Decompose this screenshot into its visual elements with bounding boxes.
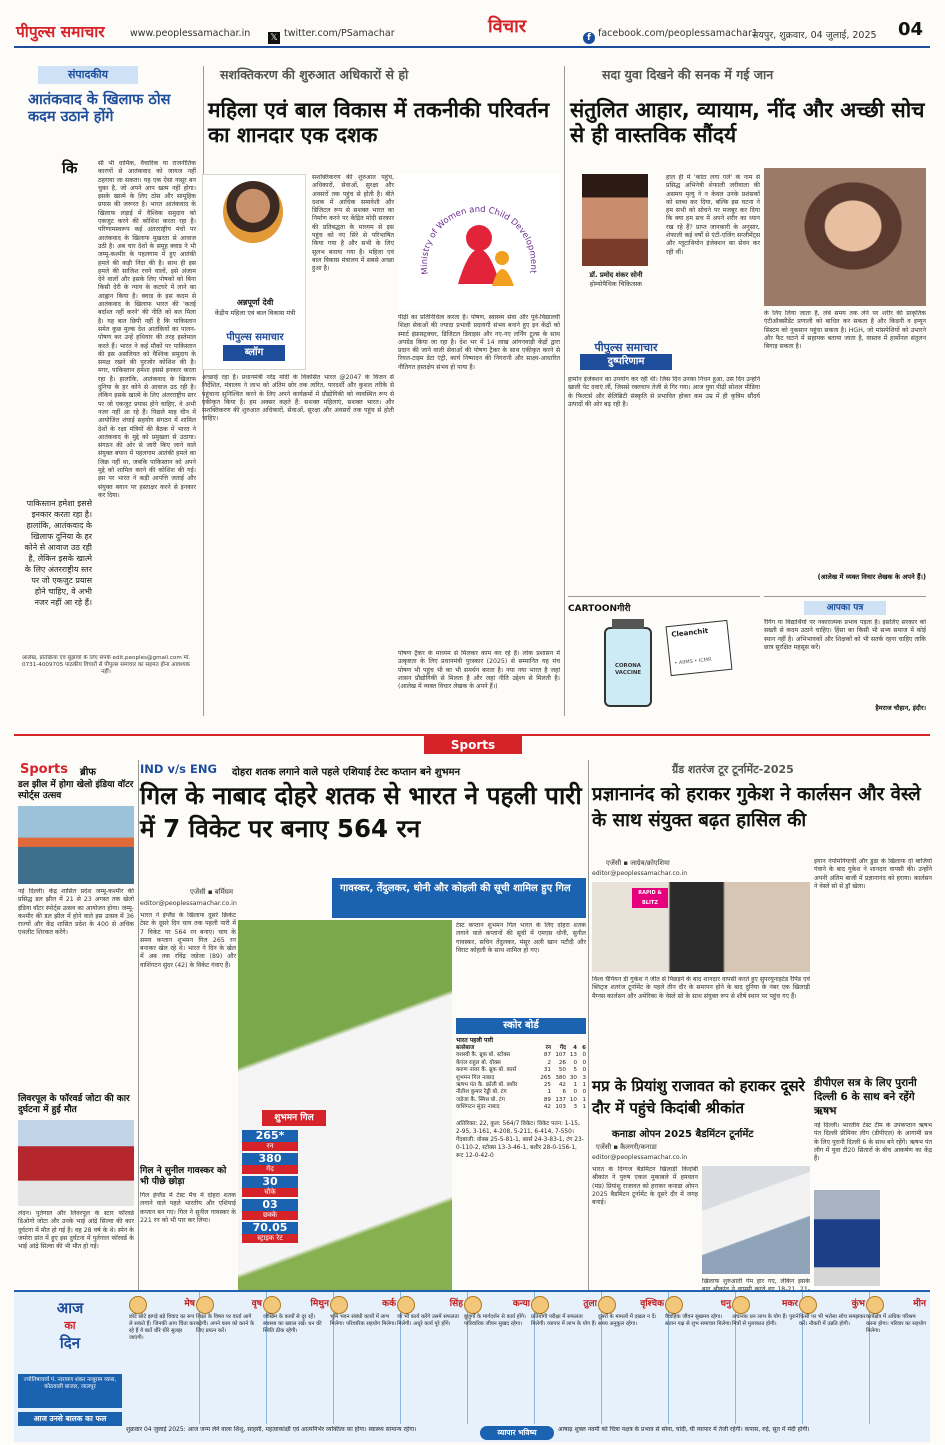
- business-label: व्यापार भविष्य: [480, 1426, 554, 1440]
- cricket-subhead: गिल ने सुनील गावस्कर को भी पीछे छोड़ा: [140, 1166, 227, 1187]
- sign-text: प्रतियोगी परीक्षा में सफलता मिलेगी। व्यापार में लाभ के योग हैं।: [531, 1314, 597, 1327]
- editorial-body: सी भी धार्मिक, वैचारिक या राजनीतिक कारणों से आतंकवाद को जायज नहीं ठहराया जा सकता। यह एक ऐसा नासूर बन चुका है, जो अपने आप खत्म नहीं होगा। इसके खात्मे के लिए ठोस और सामूहिक प्रयास की जरूरत है। भारत आतंकवाद के खिलाफ लड़ाई में वैश्विक समुदाय को एकजुट करने की कोशिश करता रहा है। परिणामस्वरूप कई अंतरराष्ट्रीय मंचों पर आतंकवाद के खिलाफ मुखरता से आवाज उठी है। अब चार देशों के समूह क्वाड ने भी जम्मू-कश्मीर के पहलगाम में हुए आतंकी हमले की कड़ी निंदा की है। साथ ही इस हमले की साजिश रचने वालों, इसे अंजाम देने वालों और इसके लिए पोषकों को बिना किसी देरी के न्याय के कटघरे में लाने का आह्वान किया है। क्वाड के इस कदम से आतंकवाद के खिलाफ भारत की 'कतई बर्दाश्त नहीं करने' की नीति को बल मिला है। यह बात छिपी नहीं है कि पाकिस्तान समेत कुछ मुल्क देश आतंकियों का पालन-पोषण कर उन्हें हथियार की तरह इस्तेमाल करते हैं। भारत ने कई मौकों पर पाकिस्तान की इस असलियत को वैश्विक समुदाय के समक्ष रखने की पुरजोर कोशिश की है। मगर, पाकिस्तान हमेशा इससे इनकार करता रहा है। हालांकि, आतंकवाद के खिलाफ दुनिया के हर कोने से आवाज उठ रही है। लेकिन इसके खात्मे के लिए अंतरराष्ट्रीय स्तर पर जो एकजुट प्रयास होने चाहिए, वे अभी नजर नहीं आ रहे हैं। पिछले माह चीन में आयोजित शंघाई सहयोग संगठन में शामिल देशों के रक्षा मंत्रियों की बैठक में भारत ने आतंकवाद के मुद्दे को प्रमुखता से उठाया। संगठन की ओर से जारी किए जाने वाले संयुक्त बयान में पहलगाम आतंकी हमले का जिक्र नहीं था, जबकि पाकिस्तान को अपने मुद्दे को शामिल करने की कोशिश की गई। इस पर भारत ने कड़ी आपत्ति जताई और संयुक्त बयान पर हस्ताक्षर करने से इनकार कर दिया।: [98, 160, 196, 499]
- scoreboard-label: स्कोर बोर्ड: [456, 1018, 586, 1034]
- chit-text: Cleanchit: [671, 626, 709, 639]
- author2-photo: [582, 174, 648, 266]
- cell: 1: [582, 1082, 586, 1089]
- cell: 103: [555, 1104, 566, 1111]
- cell: 5: [573, 1067, 577, 1074]
- cricket-title: गिल के नाबाद दोहरे शतक से भारत ने पहली पारी में 7 विकेट पर बनाए 564 रन: [140, 781, 582, 843]
- birth-text: शुक्रवार 04 जुलाई 2025: आज जन्म लेने वाला शिशु, साहसी, महत्वाकांक्षी एवं आत्मनिर्भर व्यक्तित्व का होगा। स्वास्थ्य सामान्य रहेगा।: [126, 1426, 417, 1433]
- sign-text: छोटे छोटे झगड़े बड़े विवाद का रूप ले सकते हैं। जिनकी आप चिंता कर रहे हैं वे बातें धीरे धीरे सुलझ जाएंगी।: [129, 1314, 196, 1341]
- sign-kanya: [461, 1292, 535, 1424]
- cell: 0: [573, 1089, 577, 1096]
- editorial-pull-quote: पाकिस्तान हमेशा इससे इनकार करता रहा है। हालांकि, आतंकवाद के खिलाफ दुनिया के हर कोने से आवाज उठ रही है, लेकिन इसके खात्मे के लिए अंतरराष्ट्रीय स्तर पर जो एकजुट प्रयास होने चाहिए, वे अभी नजर नहीं आ रहे हैं।: [24, 499, 92, 607]
- astrologer: ज्योतिषाचार्य पं. नारायण शंकर नाथूराम व्यास, कोठवाली बाजार, जालपुर: [18, 1374, 122, 1408]
- twitter-link[interactable]: twitter.com/PSamachar: [284, 28, 395, 39]
- editorial-footer: आलेख, प्रतिक्रिया एवं सुझावों के लिए संपर्क edit.peoples@gmail.com मो. 0731-4009705 पाठकीय विचारों से पीपुल्स समाचार का सहमत होना आवश्यक नहीं।: [21, 655, 191, 676]
- scoreboard: [456, 1018, 586, 1330]
- article2-col1: हाल ही में 'कांटा लगा गर्ल' के नाम से प्रसिद्ध अभिनेत्री शेफाली जरीवाला की असमय मृत्यु ने न केवल उनके प्रशंसकों को स्तब्ध कर दिया, बल्कि इस घटना ने हम सभी को सोचने पर मजबूर कर दिया कि क्या हम सच में अपने शरीर का ध्यान रख रहे हैं? प्राप्त जानकारी के अनुसार, शेफाली कई वर्षों से एंटी-एजिंग सप्लीमेंट्स और ग्लूटाथियोन इंजेक्शन का सेवन कर रही थीं।: [666, 174, 760, 256]
- cricket-email[interactable]: editor@peoplessamachar.co.in: [140, 900, 237, 907]
- sign-name: सिंह: [449, 1299, 463, 1309]
- stat-item: [242, 1130, 298, 1151]
- sign-name: कर्क: [382, 1299, 396, 1309]
- table-row: [456, 1089, 586, 1096]
- author2-name: डॉ. प्रमोद शंकर सोनी: [589, 271, 643, 279]
- stat-label: स्ट्राइक रेट: [242, 1234, 298, 1243]
- aries-icon: [129, 1296, 147, 1314]
- stat-label: चौके: [242, 1188, 298, 1197]
- sign-singh: [394, 1292, 468, 1424]
- sign-name: वृश्चिक: [640, 1299, 664, 1309]
- leo-icon: [397, 1296, 415, 1314]
- blog-label: ब्लॉग: [223, 345, 285, 361]
- stats-panel: [242, 1130, 298, 1243]
- stat-label: रन: [242, 1142, 298, 1151]
- cell: 0: [582, 1059, 586, 1066]
- scorpio-icon: [598, 1296, 616, 1314]
- badminton-body: भारत के दिग्गज बैडमिंटन खिलाड़ी किदांबी श्रीकांत ने पुरुष एकल मुकाबले में हमवतन (मप्र) प्रियांशु राजावत को हराकर कनाडा ओपन 2025 बैडमिंटन टूर्नामेंट के दूसरे दौर में जगह बनाई।: [592, 1166, 698, 1207]
- sign-text: वैवाहिक जीवन सुखमय रहेगा। संतान पक्ष से शुभ समाचार मिलेगा।: [665, 1314, 732, 1327]
- editorial-title: आतंकवाद के खिलाफ ठोस कदम उठाने होंगे: [28, 92, 171, 126]
- masthead-rule: [14, 46, 930, 48]
- cell: 0: [582, 1067, 586, 1074]
- cell: 0: [582, 1089, 586, 1096]
- stat-label: छक्के: [242, 1211, 298, 1220]
- website-link[interactable]: www.peoplessamachar.in: [130, 28, 251, 39]
- cell: 1: [582, 1104, 586, 1111]
- sports-band-label: Sports: [424, 736, 522, 754]
- chit-stamp: • AIIMS • ICMR: [674, 656, 712, 667]
- dpl-title: डीपीएल सत्र के लिए पुरानी दिल्ली 6 के साथ बने रहेंगे ऋषभ: [814, 1077, 917, 1117]
- sign-text: दूसरों के मामलों में दखल न दें। समय अनुकूल रहेगा।: [598, 1314, 657, 1327]
- cell: 380: [555, 1074, 566, 1081]
- sports-band: [14, 734, 930, 754]
- today-mid: का: [64, 1319, 76, 1332]
- cell: 1: [582, 1096, 586, 1103]
- letters-body: रैगिंग या विद्यार्थियों पर नकारात्मक प्रभाव पड़ता है। इसलिए सरकार को सख्ती से कदम उठाने चाहिए। हिंसा का किसी भी सभ्य समाज में कोई स्थान नहीं है। अभिभावकों और शिक्षकों को भी सतर्क रहना चाहिए ताकि छात्र सुरक्षित महसूस करें।: [764, 619, 926, 651]
- sign-vrishchik: [595, 1292, 669, 1424]
- chess-kicker: ग्रैंड शतरंज टूर टूर्नामेंट-2025: [672, 763, 794, 776]
- pisces-icon: [866, 1296, 884, 1314]
- article1-col1: सशक्तिकरण की शुरुआत पहुंच, अधिकारों, सेवाओं, सुरक्षा और अवसरों तक पहुंच से होती है। बीते दशक में आधिक समावेशी और डिजिटल रूप से सशक्त भारत का निर्माण करने पर केंद्रित मोदी सरकार की प्रतिबद्धता के माध्यम से इस पहुंच को नए सिरे से परिभाषित किया गया है और सभी के लिए सुलभ बनाया गया है। महिला एवं बाल विकास मंत्रालय में सबसे अच्छा हुआ है।: [312, 174, 394, 273]
- ministry-logo: [398, 174, 560, 310]
- table-row: [456, 1067, 586, 1074]
- article1-col2: पीढ़ी का प्रतिनिधित्व करता है। पोषण, स्वास्थ्य सेवा और पूर्व-विद्यालयी शिक्षा सेवाओं की ज्यादा प्रभावी प्रदायगी संभव बनाने हुए इन केंद्रों को स्मार्ट इंफ्रास्ट्रक्चर, डिजिटल डिवाइस और नए-नए लर्निंग टूल्स के साथ अपग्रेड किया जा रहा है। देश भर में 14 लाख आंगनवाड़ी केंद्रों द्वारा प्रदान की जाने वाली सेवाओं की पोषण ट्रैकर के साथ एकीकृत करने से रियल-टाइम डेटा एंट्री, कार्य निष्पादन की निगरानी और साक्ष्य-आधारित नीतिगत हस्तक्षेप संभव हो पाया है।: [398, 314, 560, 371]
- blog-logo: पीपुल्स समाचार: [226, 332, 284, 343]
- cartoon-label: CARTOONगीरी: [568, 604, 631, 614]
- editorial-label: संपादकीय: [38, 66, 138, 84]
- head-runs: रन: [545, 1045, 551, 1051]
- sign-mesh: [126, 1292, 200, 1424]
- stat-item: [242, 1153, 298, 1174]
- sign-dhanu: [662, 1292, 736, 1424]
- cell: 2: [547, 1059, 551, 1066]
- page-number: 04: [898, 19, 924, 40]
- pant-photo: [814, 1190, 880, 1286]
- cell: 25: [543, 1082, 551, 1089]
- article1-title: महिला एवं बाल विकास में तकनीकी परिवर्तन का शानदार एक दशक: [208, 98, 550, 147]
- chess-badge: RAPID & BLITZ: [632, 888, 668, 908]
- masthead: [0, 0, 945, 58]
- sign-text: शिक्षा के विषय पर वार्ता आगे बढ़ेगी। अपने काम को करने के लिए प्रयत्न करें।: [196, 1314, 255, 1334]
- cell: 3: [573, 1104, 577, 1111]
- article-wcd: [200, 60, 562, 720]
- cricket-col2: टेस्ट कप्तान शुभमन गिल भारत के लिए दोहरा शतक लगाने वाले कप्तानों की सूची में एमएस धोनी, सुनील गावस्कर, सचिन तेंदुलकर, मंसूर अली खान पटौदी और विराट कोहली के साथ शामिल हो गए।: [456, 922, 586, 954]
- article1-col4: पोषण ट्रैकर के माध्यम से मिलकर काम कर रहे हैं। लोक प्रशासन में उत्कृष्टता के लिए प्रधानमंत्री पुरस्कार (2025) से सम्मानित यह मंच पोषण भी पहुंच भी का भी समर्थन करता है। नया नया भारत है जहां शासन प्रौद्योगिकी से मिलता है और जहां नीति उद्देश्य से मिलती है। (आलेख में व्यक्त विचार लेखक के अपने हैं।): [398, 650, 560, 691]
- dpl-body: नई दिल्ली। भारतीय टेस्ट टीम के उपकप्तान ऋषभ पंत दिल्ली प्रीमियर लीग (डीपीएल) के आगामी सत्र के लिए पुरानी दिल्ली 6 के साथ बने रहेंगे। ऋषभ पंत लीग में युवा टी20 सितारों के बीच आकर्षण का केंद्र हैं।: [814, 1122, 932, 1163]
- badminton-body2: खिलाफ शुरुआती गेम हार गए, लेकिन इसके: [702, 1278, 810, 1285]
- virgo-icon: [464, 1296, 482, 1314]
- letters-sign: हैमराज चौहान, इंदौर।: [875, 704, 926, 712]
- cell: 26: [558, 1059, 566, 1066]
- article2-kicker: सदा युवा दिखने की सनक में गई जान: [602, 67, 774, 82]
- cell: 1: [547, 1089, 551, 1096]
- chess-photo: [592, 882, 810, 972]
- chess-body2: इयान नेपोमनियाची और डुडा के खिलाफ दो बाजियों गंवाने के बाद गुकेश ने शानदार वापसी की। उन्होंने अपनी अंतिम बाजी में प्रज्ञानानंद को हराया। कार्लसन ने वेस्ले सो से ड्रॉ खेला।: [814, 858, 932, 890]
- scoreboard-team: भारत पहली पारी: [456, 1037, 494, 1044]
- facebook-link[interactable]: facebook.com/peoplessamachar1: [598, 28, 758, 39]
- chess-byline: एजेंसी ▪ जाग्रेब/क्रोएशिया: [606, 859, 670, 867]
- sign-text: भूमि भवन संबंधी कार्यों में लाभ मिलेगा। परिवारिक सहयोग मिलेगा।: [330, 1314, 397, 1327]
- head-balls: गेंद: [559, 1045, 566, 1051]
- sign-name: धनु: [720, 1299, 731, 1309]
- article1-divider: [564, 66, 565, 716]
- brief2-body: लंदन। पुर्तगाल और लिवरपूल के स्टार फॉरवर्ड डिओगो जोटा और उनके भाई आंद्रे सिल्वा की कार दुर्घटना में मौत हो गई है। वह 28 वर्ष के थे। स्पेन के जमोरा प्रांत में हुए इस दुर्घटना में पुर्तगाल फॉरवर्ड के भाई आंद्रे सिल्वा की भी मौत हो गई।: [18, 1210, 134, 1251]
- cell: यशस्वी कै. ब्रूक बो. स्टोक्स: [456, 1052, 511, 1059]
- business-text: आषाढ़ शुक्ल नवमी को चित्रा नक्षत्र के प्रभाव से सोना, चांदी, घी व्यापार में तेजी रहेगी। कपास, रुई, सूत में मंदी होगी।: [558, 1426, 810, 1433]
- sign-mithun: [260, 1292, 334, 1424]
- cell: ऋषभ पंत कै. क्रॉली बो. बशीर: [456, 1082, 518, 1089]
- sign-name: तुला: [583, 1299, 597, 1309]
- cricket-tag: IND v/s ENG: [140, 762, 217, 776]
- sign-kark: [327, 1292, 401, 1424]
- capricorn-icon: [732, 1296, 750, 1314]
- cricket-byline: एजेंसी ▪ बर्मिघम: [190, 888, 234, 896]
- scoreboard-table: [456, 1045, 586, 1112]
- cell: 265: [540, 1074, 551, 1081]
- sign-name: कन्या: [512, 1299, 530, 1309]
- article1-col3: अच्छाई रहा है। प्रधानमंत्री नरेंद्र मोदी के विकसित भारत @2047 के विजन से निर्देशित, मंत्रालय ने लाभ को अंतिम छोर तक त्वरित, पारदर्शी और कुशल तरीके से पहुंचाना सुनिश्चित करने के लिए अपने कार्यक्रमों में प्रौद्योगिकी को व्यवस्थित रूप से एकीकृत किया है। हम अक्सर कहते हैं: सशक्त महिलाएं, सशक्त भारत। और सशक्तिकरण की शुरुआत अधिकारों, सेवाओं, सुरक्षा और अवसरों तक पहुंच से होती चाहिए।: [202, 374, 394, 423]
- today-badge: [18, 1298, 122, 1374]
- chess-email[interactable]: editor@peoplessamachar.co.in: [592, 870, 688, 877]
- chess-body: विश्व चैंपियन डी गुकेश ने जीत से पिछड़ने के बाद शानदार वापसी करते हुए सुपरयुनाइटेड रैपिड एवं ब्लिट्ज शतरंज टूर्नामेंट के पहले तीन दौर के समापन होने के बाद दुनिया के नंबर एक खिलाड़ी मैग्नस कार्लसन और अमेरिका के वेस्ले सो के साथ संयुक्त रूप से शीर्ष स्थान पर पहुंच गए हैं।: [592, 976, 810, 1000]
- cell: नीतीश कुमार रेड्डी बो. टंग: [456, 1089, 507, 1096]
- masthead-logo[interactable]: पीपुल्स समाचार: [16, 23, 105, 41]
- facebook-icon: f: [583, 27, 595, 46]
- sign-meen: [863, 1292, 930, 1424]
- sign-text: कार्यक्षेत्र में अधिक परिश्रम करना होगा। परिवार का सहयोग मिलेगा।: [866, 1314, 927, 1334]
- vial-cap: [612, 619, 644, 629]
- article2-logo: पीपुल्स समाचार: [594, 341, 658, 354]
- stat-value: 30: [262, 1175, 278, 1188]
- cell: 10: [569, 1096, 577, 1103]
- author-photo: [223, 181, 283, 243]
- head-sixes: 6: [582, 1045, 586, 1051]
- article2-label: दुष्परिणाम: [580, 354, 672, 370]
- badminton-kicker: कनाडा ओपन 2025 बैडमिंटन टूर्नामेंट: [612, 1129, 754, 1140]
- sign-tula: [528, 1292, 602, 1424]
- horoscope: [14, 1290, 930, 1442]
- ministry-logo-graphic: [398, 174, 560, 310]
- photo-label: शुभमन गिल: [262, 1110, 326, 1126]
- stat-value: 03: [262, 1198, 278, 1211]
- cell: करुण नायर कै. ब्रूक बो. कार्स: [456, 1067, 517, 1074]
- sign-name: मेष: [184, 1299, 195, 1309]
- cell: 0: [573, 1059, 577, 1066]
- author2-role: होम्योपैथिक चिकित्सक: [589, 280, 643, 288]
- sign-grid: [126, 1292, 930, 1424]
- cell: 31: [543, 1067, 551, 1074]
- cell: 0: [582, 1052, 586, 1059]
- head-batsman: बल्लेबाज: [456, 1045, 475, 1051]
- cancer-icon: [330, 1296, 348, 1314]
- sign-name: मीन: [913, 1299, 926, 1309]
- cricket-kicker: दोहरा शतक लगाने वाले पहले एशियाई टेस्ट कप्तान बने शुभमन: [232, 767, 461, 778]
- author-role: केंद्रीय महिला एवं बाल विकास मंत्री: [214, 309, 296, 317]
- article2-col2: के लिए लिया जाता है, लंबे समय तक लेने पर शरीर की प्राकृतिक एंटीऑक्सीडेंट प्रणाली को बाधित कर सकता है और किडनी व इम्यून सिस्टम को नुकसान पहुंचा सकता है। HGH, जो मांसपेशियों को उभारने और फैट घटाने में सहायक बताया जाता है, वास्तव में हार्मोनल संतुलन बिगाड़ सकता है।: [764, 310, 926, 351]
- today-bottom: दिन: [59, 1334, 81, 1352]
- cricket-col1b: गिल इंग्लैंड में टेस्ट मैच में दोहरा शतक लगाने वाले पहले भारतीय और एशियाई कप्तान बन गए। गिल ने सुनील गावस्कर के 221 रन को भी पार कर लिया।: [140, 1192, 236, 1224]
- libra-icon: [531, 1296, 549, 1314]
- date-line: रायपुर, शुक्रवार, 04 जुलाई, 2025: [752, 30, 877, 41]
- brief1-body: नई दिल्ली। केंद्र शासित प्रदेश जम्मू-कश्मीर की प्रसिद्ध डल झील में 21 से 23 अगस्त तक खेलो इंडिया वॉटर स्पोर्ट्स उत्सव का आयोजन होगा। जम्मू-कश्मीर की डल झील में होने वाले इस उत्सव में 36 राज्यों और केंद्र शासित प्रदेश के 400 से अधिक एथलीट शिरकत करेंगे।: [18, 888, 134, 937]
- cell: 89: [543, 1096, 551, 1103]
- ministry-logo-text: Ministry of Women and Child Development: [419, 204, 539, 276]
- cell: 30: [569, 1074, 577, 1081]
- sign-vrish: [193, 1292, 267, 1424]
- stat-item: [242, 1176, 298, 1197]
- sign-name: कुंभ: [851, 1299, 865, 1309]
- sign-name: मिथुन: [310, 1299, 329, 1309]
- aquarius-icon: [799, 1296, 817, 1314]
- logo-head-child: [495, 251, 509, 265]
- sign-text: किसी पर भी भरोसा सोच समझकर करें। नौकरी में उन्नति होगी।: [799, 1314, 866, 1327]
- stat-value: 380: [258, 1152, 282, 1165]
- cell: 50: [558, 1067, 566, 1074]
- brief1-title: डल झील में होगा खेलो इंडिया वॉटर स्पोर्ट्स उत्सव: [18, 780, 134, 801]
- stat-item: [242, 1222, 298, 1243]
- article1-kicker: सशक्तिकरण की शुरुआत अधिकारों से हो: [220, 67, 409, 82]
- editorial-drop-cap: कि: [62, 159, 78, 177]
- table-row: [456, 1052, 586, 1059]
- chess-title: प्रज्ञानानंद को हराकर गुकेश ने कार्लसन और वेस्ले के साथ संयुक्त बढ़त हासिल की: [592, 784, 921, 831]
- head-fours: 4: [573, 1045, 577, 1051]
- gill-photo: [238, 920, 452, 1334]
- dal-lake-photo: [18, 806, 134, 884]
- cell: 13: [569, 1052, 577, 1059]
- cell: जडेजा कै. स्मिथ बो. टंग: [456, 1096, 505, 1103]
- author-name: अन्नपूर्णा देवी: [236, 298, 274, 307]
- sign-kumbh: [796, 1292, 870, 1424]
- letters-label: आपका पत्र: [804, 601, 886, 615]
- sign-text: अचानक धन लाभ के योग हैं। पुराने मित्रों से मुलाकात होगी।: [732, 1314, 799, 1327]
- gemini-icon: [263, 1296, 281, 1314]
- today-top: आज: [56, 1299, 84, 1317]
- author-card: [202, 174, 306, 370]
- cell: 42: [558, 1082, 566, 1089]
- srikanth-photo: [702, 1166, 810, 1274]
- cell: शुभमन गिल नाबाद: [456, 1074, 495, 1081]
- actress-photo: [764, 168, 926, 306]
- article-beauty: [566, 60, 932, 720]
- sign-text: बुजुर्गों के मार्गदर्शन से कार्य होंगे। पारिवारिक जीवन सुखद रहेगा।: [464, 1314, 526, 1327]
- cricket-col1: भारत ने इंग्लैंड के खिलाफ दूसरे क्रिकेट टेस्ट के दूसरे दिन चाय तक पहली पारी में 7 विकेट पर 564 रन बनाए। चाय के समय कप्तान शुभमन गिल 265 रन बनाकर खेल रहे थे। भारत ने दिन के खेल में अब तक रविंद्र जडेजा (89) और वाशिंगटन सुंदर (42) के विकेट गंवाए हैं।: [140, 912, 236, 969]
- article2-col3: हार्मोन इंजेक्शन का उपयोग कर रही थीं। जिस दिन उनका निधन हुआ, उस दिन उन्होंने खाली पेट दवाएं लीं, जिससे रक्तचाप तेजी से गिर गया। आज युवा पीढ़ी सोशल मीडिया के फिल्टर्स और सेलिब्रिटी संस्कृति से प्रभावित होकर कम उम्र में ही कृत्रिम सौंदर्य उत्पादों की ओर बढ़ रही है।: [568, 376, 760, 408]
- cartoon-vial: [604, 627, 652, 707]
- table-row: [456, 1104, 586, 1111]
- badminton-byline: एजेंसी ▪ कैलगरी/कनाडा: [596, 1143, 657, 1151]
- cell: 3: [582, 1074, 586, 1081]
- cell: वाशिंगटन सुंदर नाबाद: [456, 1104, 500, 1111]
- family-label: आज उनसे बालक का फल: [18, 1412, 122, 1426]
- brief2-title: लिवरपूल के फॉरवर्ड जोटा की कार दुर्घटना में हुई मौत: [18, 1094, 130, 1115]
- stat-value: 70.05: [252, 1221, 288, 1234]
- badminton-title: मप्र के प्रियांशु राजावत को हराकर दूसरे दौर में पहुंचे किदांबी श्रीकांत: [592, 1077, 805, 1117]
- section-title: विचार: [488, 16, 527, 37]
- cell: 87: [543, 1052, 551, 1059]
- cell: 1: [573, 1082, 577, 1089]
- jota-photo: [18, 1120, 134, 1206]
- brief-logo: Sports: [20, 762, 68, 777]
- sagittarius-icon: [665, 1296, 683, 1314]
- article2-closing: (आलेख में व्यक्त विचार लेखक के अपने हैं।): [817, 573, 926, 581]
- sign-text: जोखिम के कार्यों से दूर रहें। स्वास्थ्य का ख्याल रखें। धन की स्थिति ठीक रहेगी।: [263, 1314, 322, 1334]
- cell: 137: [555, 1096, 566, 1103]
- stat-item: [242, 1199, 298, 1220]
- cartoon-box: [568, 596, 760, 716]
- vial-label: CORONA VACCINE: [614, 663, 642, 676]
- letters-box: [764, 596, 926, 716]
- logo-figure: [458, 249, 500, 284]
- scoreboard-footer: अतिरिक्त: 22, कुल: 564/7 विकेट। विकेट पतन: 1-15, 2-95, 3-161, 4-208, 5-211, 6-414, 7-550। गेंदबाजी: वोक्स 25-5-81-1, कार्स 24-3-83-1, टंग 23-0-110-2, स्टोक्स 13-3-46-1, बशीर 28-0-156-1, रूट 12-0-42-0: [456, 1121, 584, 1159]
- editorial-column: [14, 60, 196, 720]
- sign-name: मकर: [782, 1299, 798, 1309]
- cleanchit-paper: [666, 620, 733, 676]
- stat-label: गेंद: [242, 1165, 298, 1174]
- table-row: [456, 1075, 586, 1082]
- badminton-email[interactable]: editor@peoplessamachar.co.in: [592, 1154, 688, 1161]
- taurus-icon: [196, 1296, 214, 1314]
- x-icon: 𝕏: [268, 27, 280, 46]
- cell: 107: [555, 1052, 566, 1059]
- cricket-box-title: गावस्कर, तेंदुलकर, धोनी और कोहली की सूची शामिल हुए गिल: [332, 878, 586, 918]
- stat-value: 265*: [255, 1129, 285, 1142]
- cell: केएल राहुल बो. वोक्स: [456, 1059, 501, 1066]
- sign-makar: [729, 1292, 803, 1424]
- cell: 6: [562, 1089, 566, 1096]
- logo-head-left: [466, 225, 492, 251]
- sign-name: वृष: [251, 1299, 262, 1309]
- sign-text: जो भी कार्य करेंगे उसमें सफलता मिलेगी। अधूरे कार्य पूरे होंगे।: [397, 1314, 459, 1327]
- article2-title: संतुलित आहार, व्यायाम, नींद और अच्छी सोच से ही वास्तविक सौंदर्य: [570, 98, 925, 147]
- cell: 42: [543, 1104, 551, 1111]
- brief-label: ब्रीफ: [80, 767, 97, 778]
